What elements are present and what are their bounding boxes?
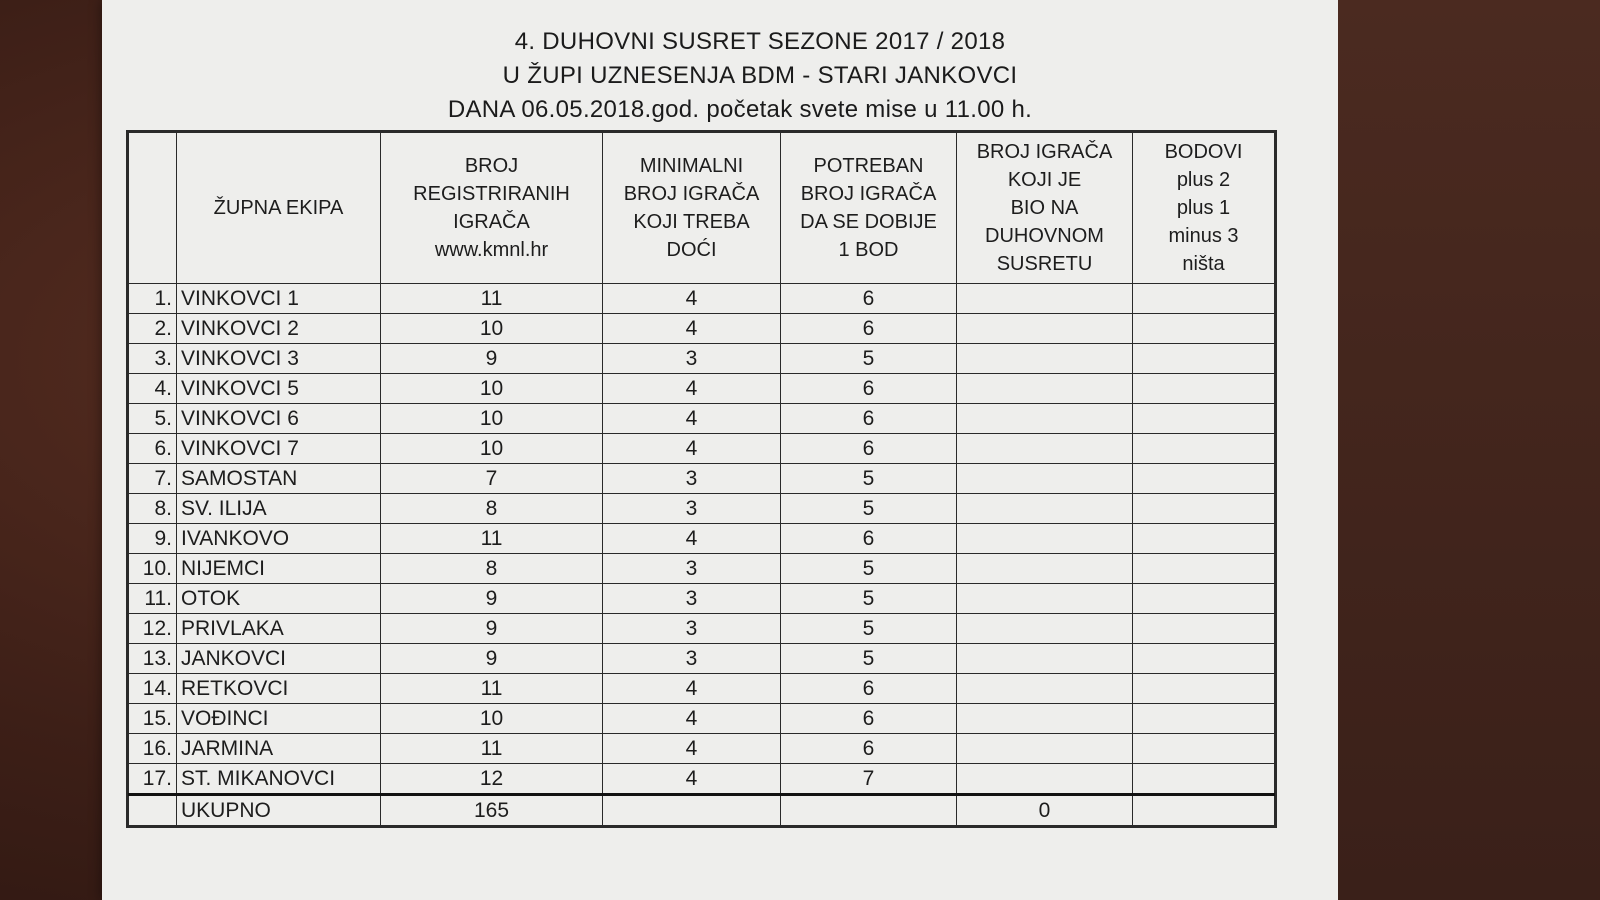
table-row: [129, 704, 1275, 734]
row-number: 15.: [129, 704, 177, 734]
row-team: ST. MIKANOVCI: [177, 764, 381, 795]
teams-table: [128, 132, 1275, 826]
row-number: 1.: [129, 284, 177, 314]
row-number: 16.: [129, 734, 177, 764]
total-label: UKUPNO: [177, 795, 381, 826]
row-attended: [957, 554, 1133, 584]
row-registered: 10: [381, 434, 603, 464]
row-number: 5.: [129, 404, 177, 434]
row-number: 6.: [129, 434, 177, 464]
header-points: BODOVI plus 2 plus 1 minus 3 ništa: [1133, 133, 1275, 284]
row-needed: 5: [781, 614, 957, 644]
table-body: [129, 284, 1275, 826]
row-needed: 5: [781, 344, 957, 374]
row-team: OTOK: [177, 584, 381, 614]
row-needed: 6: [781, 734, 957, 764]
row-points: [1133, 644, 1275, 674]
row-needed: 6: [781, 434, 957, 464]
table-header-row: [129, 133, 1275, 284]
row-minimum: 4: [603, 734, 781, 764]
row-minimum: 3: [603, 614, 781, 644]
row-needed: 5: [781, 644, 957, 674]
row-registered: 11: [381, 524, 603, 554]
header-registered: BROJ REGISTRIRANIH IGRAČA www.kmnl.hr: [381, 133, 603, 284]
row-points: [1133, 734, 1275, 764]
row-points: [1133, 404, 1275, 434]
row-registered: 10: [381, 404, 603, 434]
row-minimum: 4: [603, 314, 781, 344]
row-number: 14.: [129, 674, 177, 704]
row-registered: 9: [381, 344, 603, 374]
table-row: [129, 344, 1275, 374]
row-registered: 9: [381, 584, 603, 614]
row-number: 8.: [129, 494, 177, 524]
row-registered: 10: [381, 704, 603, 734]
row-attended: [957, 464, 1133, 494]
row-number: 17.: [129, 764, 177, 795]
row-minimum: 4: [603, 404, 781, 434]
row-registered: 9: [381, 614, 603, 644]
title-line-2: U ŽUPI UZNESENJA BDM - STARI JANKOVCI: [502, 62, 1018, 89]
row-team: VINKOVCI 5: [177, 374, 381, 404]
row-registered: 7: [381, 464, 603, 494]
row-registered: 11: [381, 734, 603, 764]
row-team: VINKOVCI 2: [177, 314, 381, 344]
row-needed: 6: [781, 704, 957, 734]
row-team: RETKOVCI: [177, 674, 381, 704]
row-registered: 10: [381, 314, 603, 344]
table-row: [129, 554, 1275, 584]
row-team: SV. ILIJA: [177, 494, 381, 524]
table-row: [129, 584, 1275, 614]
row-registered: 10: [381, 374, 603, 404]
table-row: [129, 524, 1275, 554]
row-attended: [957, 494, 1133, 524]
row-registered: 8: [381, 554, 603, 584]
row-attended: [957, 344, 1133, 374]
row-minimum: 4: [603, 764, 781, 795]
row-needed: 6: [781, 524, 957, 554]
total-number: [129, 795, 177, 826]
row-points: [1133, 344, 1275, 374]
background-wood: [1338, 0, 1600, 900]
row-points: [1133, 494, 1275, 524]
row-minimum: 4: [603, 524, 781, 554]
row-needed: 6: [781, 314, 957, 344]
table-row: [129, 734, 1275, 764]
row-team: VINKOVCI 7: [177, 434, 381, 464]
row-team: PRIVLAKA: [177, 614, 381, 644]
row-points: [1133, 434, 1275, 464]
total-row: [129, 795, 1275, 826]
row-attended: [957, 614, 1133, 644]
row-registered: 11: [381, 284, 603, 314]
row-needed: 5: [781, 464, 957, 494]
row-number: 10.: [129, 554, 177, 584]
row-points: [1133, 314, 1275, 344]
row-team: IVANKOVO: [177, 524, 381, 554]
row-minimum: 3: [603, 584, 781, 614]
row-needed: 5: [781, 554, 957, 584]
row-points: [1133, 284, 1275, 314]
row-minimum: 4: [603, 284, 781, 314]
row-needed: 6: [781, 674, 957, 704]
table-row: [129, 434, 1275, 464]
row-attended: [957, 644, 1133, 674]
header-minimum: MINIMALNI BROJ IGRAČA KOJI TREBA DOĆI: [603, 133, 781, 284]
row-points: [1133, 704, 1275, 734]
table-row: [129, 674, 1275, 704]
table-row: [129, 374, 1275, 404]
table-row: [129, 284, 1275, 314]
table-row: [129, 494, 1275, 524]
row-minimum: 3: [603, 554, 781, 584]
table-row: [129, 644, 1275, 674]
row-team: VINKOVCI 3: [177, 344, 381, 374]
row-needed: 7: [781, 764, 957, 795]
row-points: [1133, 584, 1275, 614]
row-attended: [957, 374, 1133, 404]
table-row: [129, 404, 1275, 434]
row-number: 3.: [129, 344, 177, 374]
row-needed: 5: [781, 584, 957, 614]
row-number: 11.: [129, 584, 177, 614]
row-points: [1133, 764, 1275, 795]
row-points: [1133, 524, 1275, 554]
row-attended: [957, 404, 1133, 434]
title-line-1: 4. DUHOVNI SUSRET SEZONE 2017 / 2018: [514, 28, 1006, 55]
total-minimum: [603, 795, 781, 826]
row-needed: 5: [781, 494, 957, 524]
row-points: [1133, 614, 1275, 644]
row-minimum: 4: [603, 674, 781, 704]
header-needed: POTREBAN BROJ IGRAČA DA SE DOBIJE 1 BOD: [781, 133, 957, 284]
table-row: [129, 614, 1275, 644]
row-minimum: 4: [603, 434, 781, 464]
row-points: [1133, 374, 1275, 404]
row-number: 12.: [129, 614, 177, 644]
row-attended: [957, 524, 1133, 554]
row-minimum: 3: [603, 644, 781, 674]
table-row: [129, 314, 1275, 344]
row-registered: 11: [381, 674, 603, 704]
title-line-3: DANA 06.05.2018.god. početak svete mise u 11.00 h.: [447, 96, 1033, 123]
row-team: VOĐINCI: [177, 704, 381, 734]
row-team: SAMOSTAN: [177, 464, 381, 494]
row-points: [1133, 674, 1275, 704]
row-needed: 6: [781, 374, 957, 404]
total-points: [1133, 795, 1275, 826]
row-team: VINKOVCI 1: [177, 284, 381, 314]
row-number: 7.: [129, 464, 177, 494]
row-number: 9.: [129, 524, 177, 554]
row-attended: [957, 434, 1133, 464]
row-team: VINKOVCI 6: [177, 404, 381, 434]
row-attended: [957, 284, 1133, 314]
row-points: [1133, 554, 1275, 584]
row-needed: 6: [781, 404, 957, 434]
row-number: 13.: [129, 644, 177, 674]
row-minimum: 3: [603, 464, 781, 494]
row-minimum: 4: [603, 704, 781, 734]
header-number: [129, 133, 177, 284]
row-attended: [957, 674, 1133, 704]
row-attended: [957, 734, 1133, 764]
table-row: [129, 764, 1275, 795]
row-team: JANKOVCI: [177, 644, 381, 674]
row-attended: [957, 704, 1133, 734]
row-number: 2.: [129, 314, 177, 344]
row-needed: 6: [781, 284, 957, 314]
row-team: NIJEMCI: [177, 554, 381, 584]
row-registered: 9: [381, 644, 603, 674]
table-row: [129, 464, 1275, 494]
total-needed: [781, 795, 957, 826]
row-attended: [957, 764, 1133, 795]
row-minimum: 3: [603, 344, 781, 374]
row-number: 4.: [129, 374, 177, 404]
total-registered: 165: [381, 795, 603, 826]
row-registered: 8: [381, 494, 603, 524]
header-team: ŽUPNA EKIPA: [177, 133, 381, 284]
row-team: JARMINA: [177, 734, 381, 764]
row-attended: [957, 314, 1133, 344]
row-points: [1133, 464, 1275, 494]
row-minimum: 4: [603, 374, 781, 404]
header-attended: BROJ IGRAČA KOJI JE BIO NA DUHOVNOM SUSRETU: [957, 133, 1133, 284]
total-attended: 0: [957, 795, 1133, 826]
row-registered: 12: [381, 764, 603, 795]
row-attended: [957, 584, 1133, 614]
row-minimum: 3: [603, 494, 781, 524]
